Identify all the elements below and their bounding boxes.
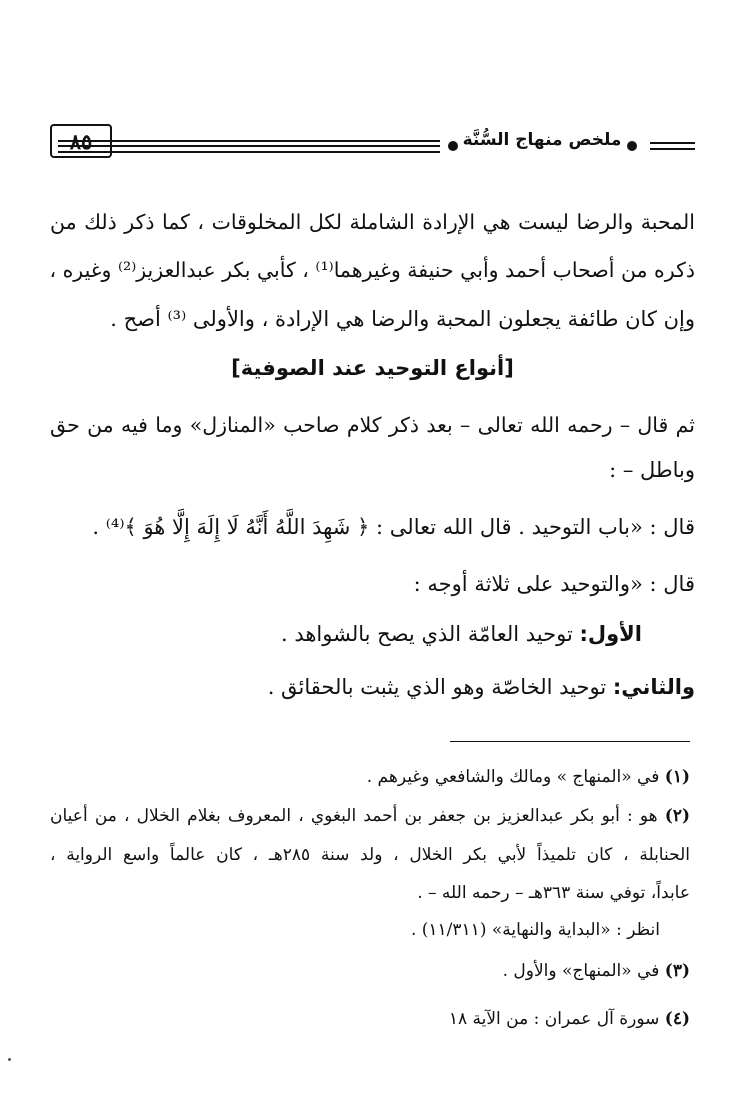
second-label: والثاني:	[612, 675, 695, 699]
first-text: توحيد العامّة الذي يصح بالشواهد .	[280, 622, 580, 646]
text-line: ذكره من أصحاب أحمد وأبي حنيفة وغيرهما⁽¹⁾ ، كأبي بكر عبدالعزيز⁽²⁾ وغيره ،	[49, 258, 695, 282]
definition-second	[50, 670, 695, 704]
header-rule	[58, 145, 440, 147]
footnote-line: الحنابلة ، كان تلميذاً لأبي بكر الخلال ، ولد سنة ٢٨٥هـ ، كان عالماً واسع الرواية ،	[50, 845, 690, 865]
footnote-number: (١)	[664, 767, 690, 787]
header-rule	[650, 142, 695, 144]
footnote-divider	[450, 741, 690, 742]
quote-line: قال : «باب التوحيد . قال الله تعالى : ﴿ شَهِدَ اللَّهُ أَنَّهُ لَا إِلَهَ إِلَّا هُوَ ﴾⁽⁴⁾ .	[92, 515, 695, 539]
second-text: توحيد الخاصّة وهو الذي يثبت بالحقائق .	[267, 675, 613, 699]
header-bullet	[448, 141, 458, 151]
footnote-line: عابداً، توفي سنة ٣٦٣هـ – رحمه الله – .	[417, 883, 690, 903]
footnote-line: انظر : «البداية والنهاية» (١١/٣١١) .	[410, 920, 660, 940]
header-rule	[58, 140, 440, 142]
footnote-number: (٣)	[664, 961, 690, 981]
scan-speck	[8, 1058, 11, 1061]
footnote-4	[50, 1004, 690, 1034]
footnote-text: في «المنهاج » ومالك والشافعي وغيرهم .	[366, 767, 665, 787]
footnote-number: (٤)	[664, 1009, 690, 1029]
text-line: ثم قال – رحمه الله تعالى – بعد ذكر كلام صاحب «المنازل» وما فيه من حق	[50, 413, 695, 437]
header-rule	[650, 148, 695, 150]
text-line: قال : «والتوحيد على ثلاثة أوجه :	[413, 572, 695, 596]
footnote-number: (٢)	[664, 806, 690, 826]
text-line: المحبة والرضا ليست هي الإرادة الشاملة لكل المخلوقات ، كما ذكر ذلك من	[50, 210, 695, 234]
text-line: وإن كان طائفة يجعلون المحبة والرضا هي الإرادة ، والأولى ⁽³⁾ أصح .	[110, 307, 695, 331]
footnote-3	[50, 956, 690, 986]
footnote-1	[50, 762, 690, 792]
section-heading: [أنواع التوحيد عند الصوفية]	[231, 356, 514, 380]
footnote-text: في «المنهاج» والأول .	[502, 961, 665, 981]
first-label: الأول:	[579, 622, 642, 646]
header-bullet	[627, 141, 637, 151]
page-number: ٨٥	[50, 124, 112, 158]
definition-first	[50, 617, 642, 651]
footnote-2	[50, 801, 690, 831]
text-line: وباطل – :	[609, 458, 695, 482]
footnote-text: سورة آل عمران : من الآية ١٨	[448, 1009, 665, 1029]
footnote-text: هو : أبو بكر عبدالعزيز بن جعفر بن أحمد البغوي ، المعروف بغلام الخلال ، من أعيان	[50, 806, 665, 826]
running-title: ملخص منهاج السُّنَّة	[462, 130, 622, 150]
header-rule	[58, 151, 440, 153]
